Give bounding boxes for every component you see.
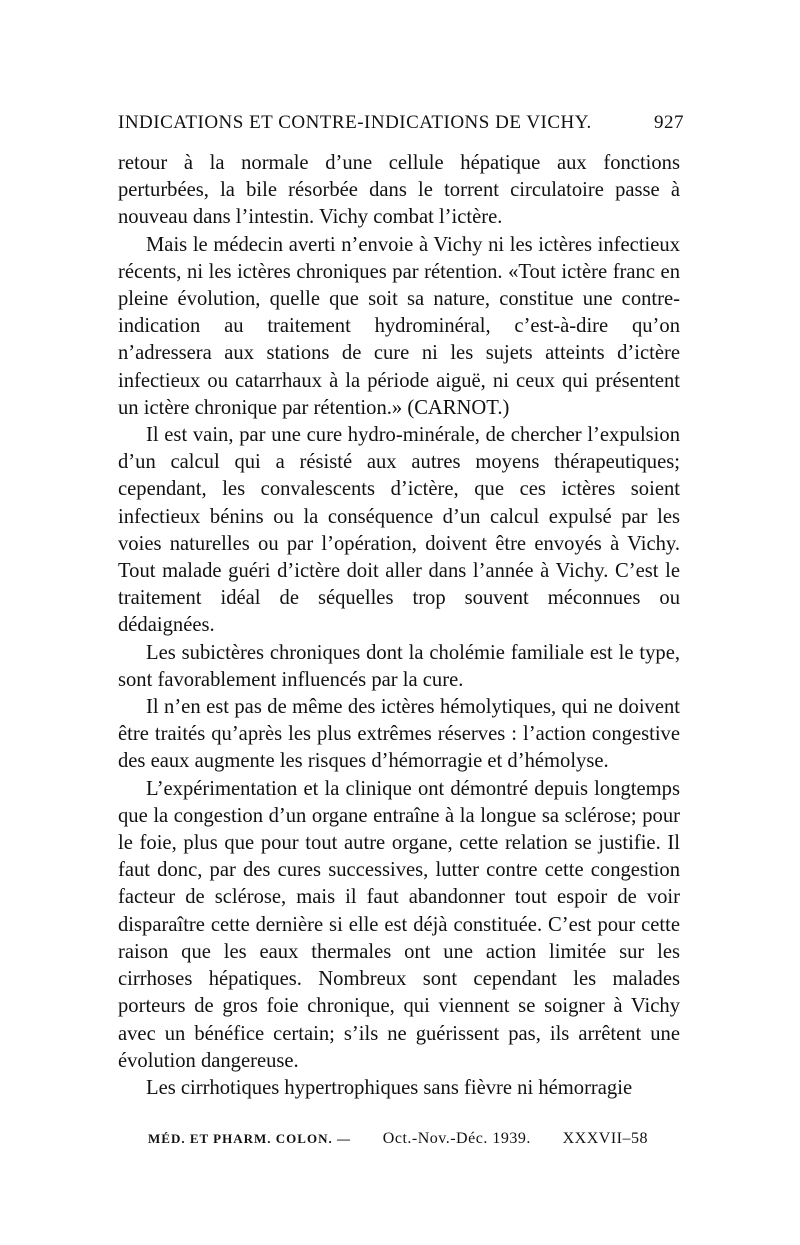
signature-mark: XXXVII–58 — [562, 1130, 648, 1147]
issue-date: Oct.-Nov.-Déc. 1939. — [382, 1130, 531, 1147]
paragraph-2: Mais le médecin averti n’envoie à Vichy ni les ictères infectieux récents, ni les ictères chroniques par rétention. «Tout ictère franc en pleine évolution, quelle que soit sa nature, constitue une contre-indication au traitement hydrominéral, c’est-à-dire qu’on n’adressera aux stations de cure ni les sujets atteints d’ictère infectieux ou catarrhaux à la période aiguë, ni ceux qui présentent un ictère chronique par rétention.» (CARNOT.) — [118, 233, 680, 419]
page-number: 927 — [654, 112, 684, 133]
paragraph-4: Les subictères chroniques dont la cholémie familiale est le type, sont favorablement influencés par la cure. — [118, 641, 680, 691]
body-text — [118, 150, 680, 1102]
running-title: INDICATIONS ET CONTRE-INDICATIONS DE VICHY. — [118, 112, 592, 133]
journal-name: MÉD. ET PHARM. COLON. — — [148, 1131, 351, 1146]
paragraph-3: Il est vain, par une cure hydro-minérale, de chercher l’expulsion d’un calcul qui a résisté aux autres moyens thérapeutiques; cependant, les convalescents d’ictère, que ces ictères soient infectieux bénins ou la conséquence d’un calcul expulsé par les voies naturelles ou par l’opération, doivent être envoyés à Vichy. Tout malade guéri d’ictère doit aller dans l’année à Vichy. C’est le traitement idéal de séquelles trop souvent méconnues ou dédaignées. — [118, 424, 680, 637]
page-footer — [148, 1130, 648, 1148]
paragraph-7: Les cirrhotiques hypertrophiques sans fièvre ni hémorragie — [146, 1076, 633, 1099]
paragraph-1: retour à la normale d’une cellule hépatique aux fonctions perturbées, la bile résorbée dans le torrent circulatoire passe à nouveau dans l’intestin. Vichy combat l’ictère. — [118, 152, 680, 229]
paragraph-6: L’expérimentation et la clinique ont démontré depuis longtemps que la congestion d’un organe entraîne à la longue sa sclérose; pour le foie, plus que pour tout autre organe, cette relation se justifie. Il faut donc, par des cures successives, lutter contre cette congestion facteur de sclérose, mais il faut abandonner tout espoir de voir disparaître cette dernière si elle est déjà constituée. C’est pour cette raison que les eaux thermales ont une action limitée sur les cirrhoses hépatiques. Nombreux sont cependant les malades porteurs de gros foie chronique, qui viennent se soigner à Vichy avec un bénéfice certain; s’ils ne guérissent pas, ils arrêtent une évolution dangereuse. — [118, 777, 680, 1072]
page-header — [118, 112, 684, 134]
paragraph-5: Il n’en est pas de même des ictères hémolytiques, qui ne doivent être traités qu’après les plus extrêmes réserves : l’action congestive des eaux augmente les risques d’hémorragie et d’hémolyse. — [118, 696, 680, 773]
